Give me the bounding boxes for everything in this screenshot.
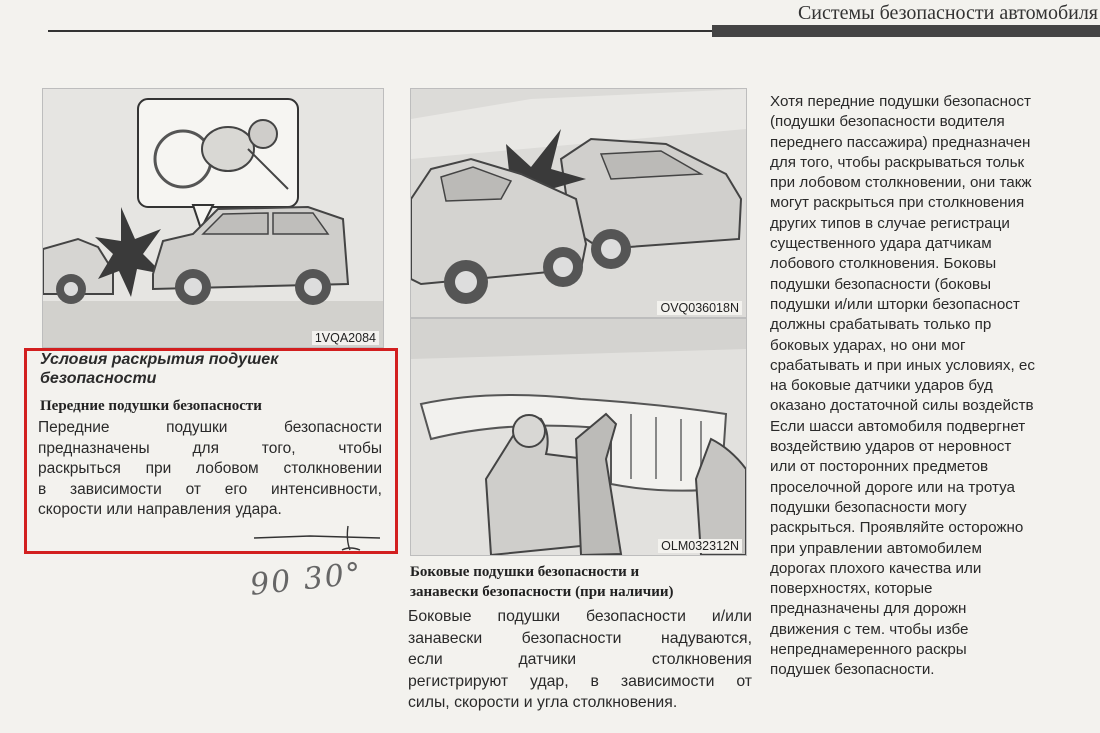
column-line: раскрыться. Проявляйте осторожно [770, 519, 1024, 537]
figure-code: OLM032312N [658, 539, 742, 553]
column-line: оказано достаточной силы воздейств [770, 397, 1034, 415]
header-title: Системы безопасности автомобиля [797, 2, 1098, 24]
column-line: подушки и/или шторки безопасност [770, 295, 1020, 313]
front-collision-illustration [43, 89, 383, 347]
column-line: дорогах плохого качества или [770, 559, 982, 577]
column-line: непреднамеренного раскры [770, 641, 967, 659]
column-line: предназначены для дорожн [770, 600, 967, 618]
column-line: на боковые датчики ударов буд [770, 377, 993, 395]
title-line: безопасности [40, 370, 157, 387]
front-airbags-paragraph [38, 418, 382, 521]
paragraph-line: Боковые подушки безопасности и/или [408, 608, 752, 625]
paragraph-line: Передние подушки безопасности [38, 419, 382, 436]
side-airbags-paragraph [408, 606, 752, 714]
column-line: Если шасси автомобиля подвергнет [770, 417, 1026, 435]
column-line: (подушки безопасности водителя [770, 113, 1005, 131]
front-airbags-subheading: Передние подушки безопасности [40, 398, 262, 414]
column-line: подушек безопасности. [770, 661, 935, 679]
paragraph-line: если датчики столкновения [408, 651, 752, 668]
heading-line: занавески безопасности (при наличии) [410, 584, 674, 600]
column-line: подушки безопасности могу [770, 498, 967, 516]
right-column-text [770, 92, 1100, 681]
curtain-airbag-figure [410, 318, 747, 556]
figure-code: OVQ036018N [657, 301, 742, 315]
title-line: Условия раскрытия подушек [40, 351, 279, 368]
paragraph-line: занавески безопасности надуваются, [408, 629, 752, 647]
paragraph-line: раскрыться при лобовом столкновении [38, 460, 382, 477]
deployment-conditions-title [40, 350, 390, 388]
column-line: при управлении автомобилем [770, 539, 982, 557]
side-collision-figure [410, 88, 747, 318]
column-line: существенного удара датчикам [770, 235, 992, 253]
column-line: боковых ударах, но они мог [770, 336, 966, 354]
column-line: могут раскрыться при столкновения [770, 194, 1025, 212]
column-line: переднего пассажира) предназначен [770, 133, 1031, 151]
heading-line: Боковые подушки безопасности и [410, 564, 640, 580]
column-line: лобового столкновения. Боковы [770, 255, 997, 273]
paragraph-line: в зависимости от его интенсивности, [38, 480, 382, 498]
paragraph-line: предназначены для того, чтобы [38, 439, 382, 457]
paragraph-line: скорости или направления удара. [38, 501, 282, 518]
column-line: для того, чтобы раскрываться тольк [770, 153, 1025, 171]
header-tab-bar [712, 25, 1100, 37]
column-line: при лобовом столкновении, они такж [770, 174, 1032, 192]
column-line: подушки безопасности (боковы [770, 275, 992, 293]
curtain-airbag-illustration [411, 319, 746, 555]
column-line: движения с тем. чтобы избе [770, 620, 969, 638]
side-collision-illustration [411, 89, 746, 317]
column-line: проселочной дороге или на тротуа [770, 478, 1015, 496]
handwritten-signature [250, 520, 390, 560]
column-line: должны срабатывать только пр [770, 316, 992, 334]
column-line: поверхностях, которые [770, 580, 933, 598]
handwritten-note: 90 30° [248, 556, 365, 603]
column-line: срабатывать и при иных условиях, ес [770, 356, 1035, 374]
front-collision-figure [42, 88, 384, 348]
paragraph-line: силы, скорости и угла столкновения. [408, 694, 678, 711]
figure-code: 1VQA2084 [312, 331, 379, 345]
column-line: Хотя передние подушки безопасност [770, 93, 1031, 110]
column-line: воздействию ударов от неровност [770, 438, 1012, 456]
column-line: других типов в случае регистраци [770, 214, 1010, 232]
column-line: или от посторонних предметов [770, 458, 989, 476]
paragraph-line: регистрируют удар, в зависимости от [408, 672, 752, 690]
side-airbags-heading [410, 562, 674, 602]
